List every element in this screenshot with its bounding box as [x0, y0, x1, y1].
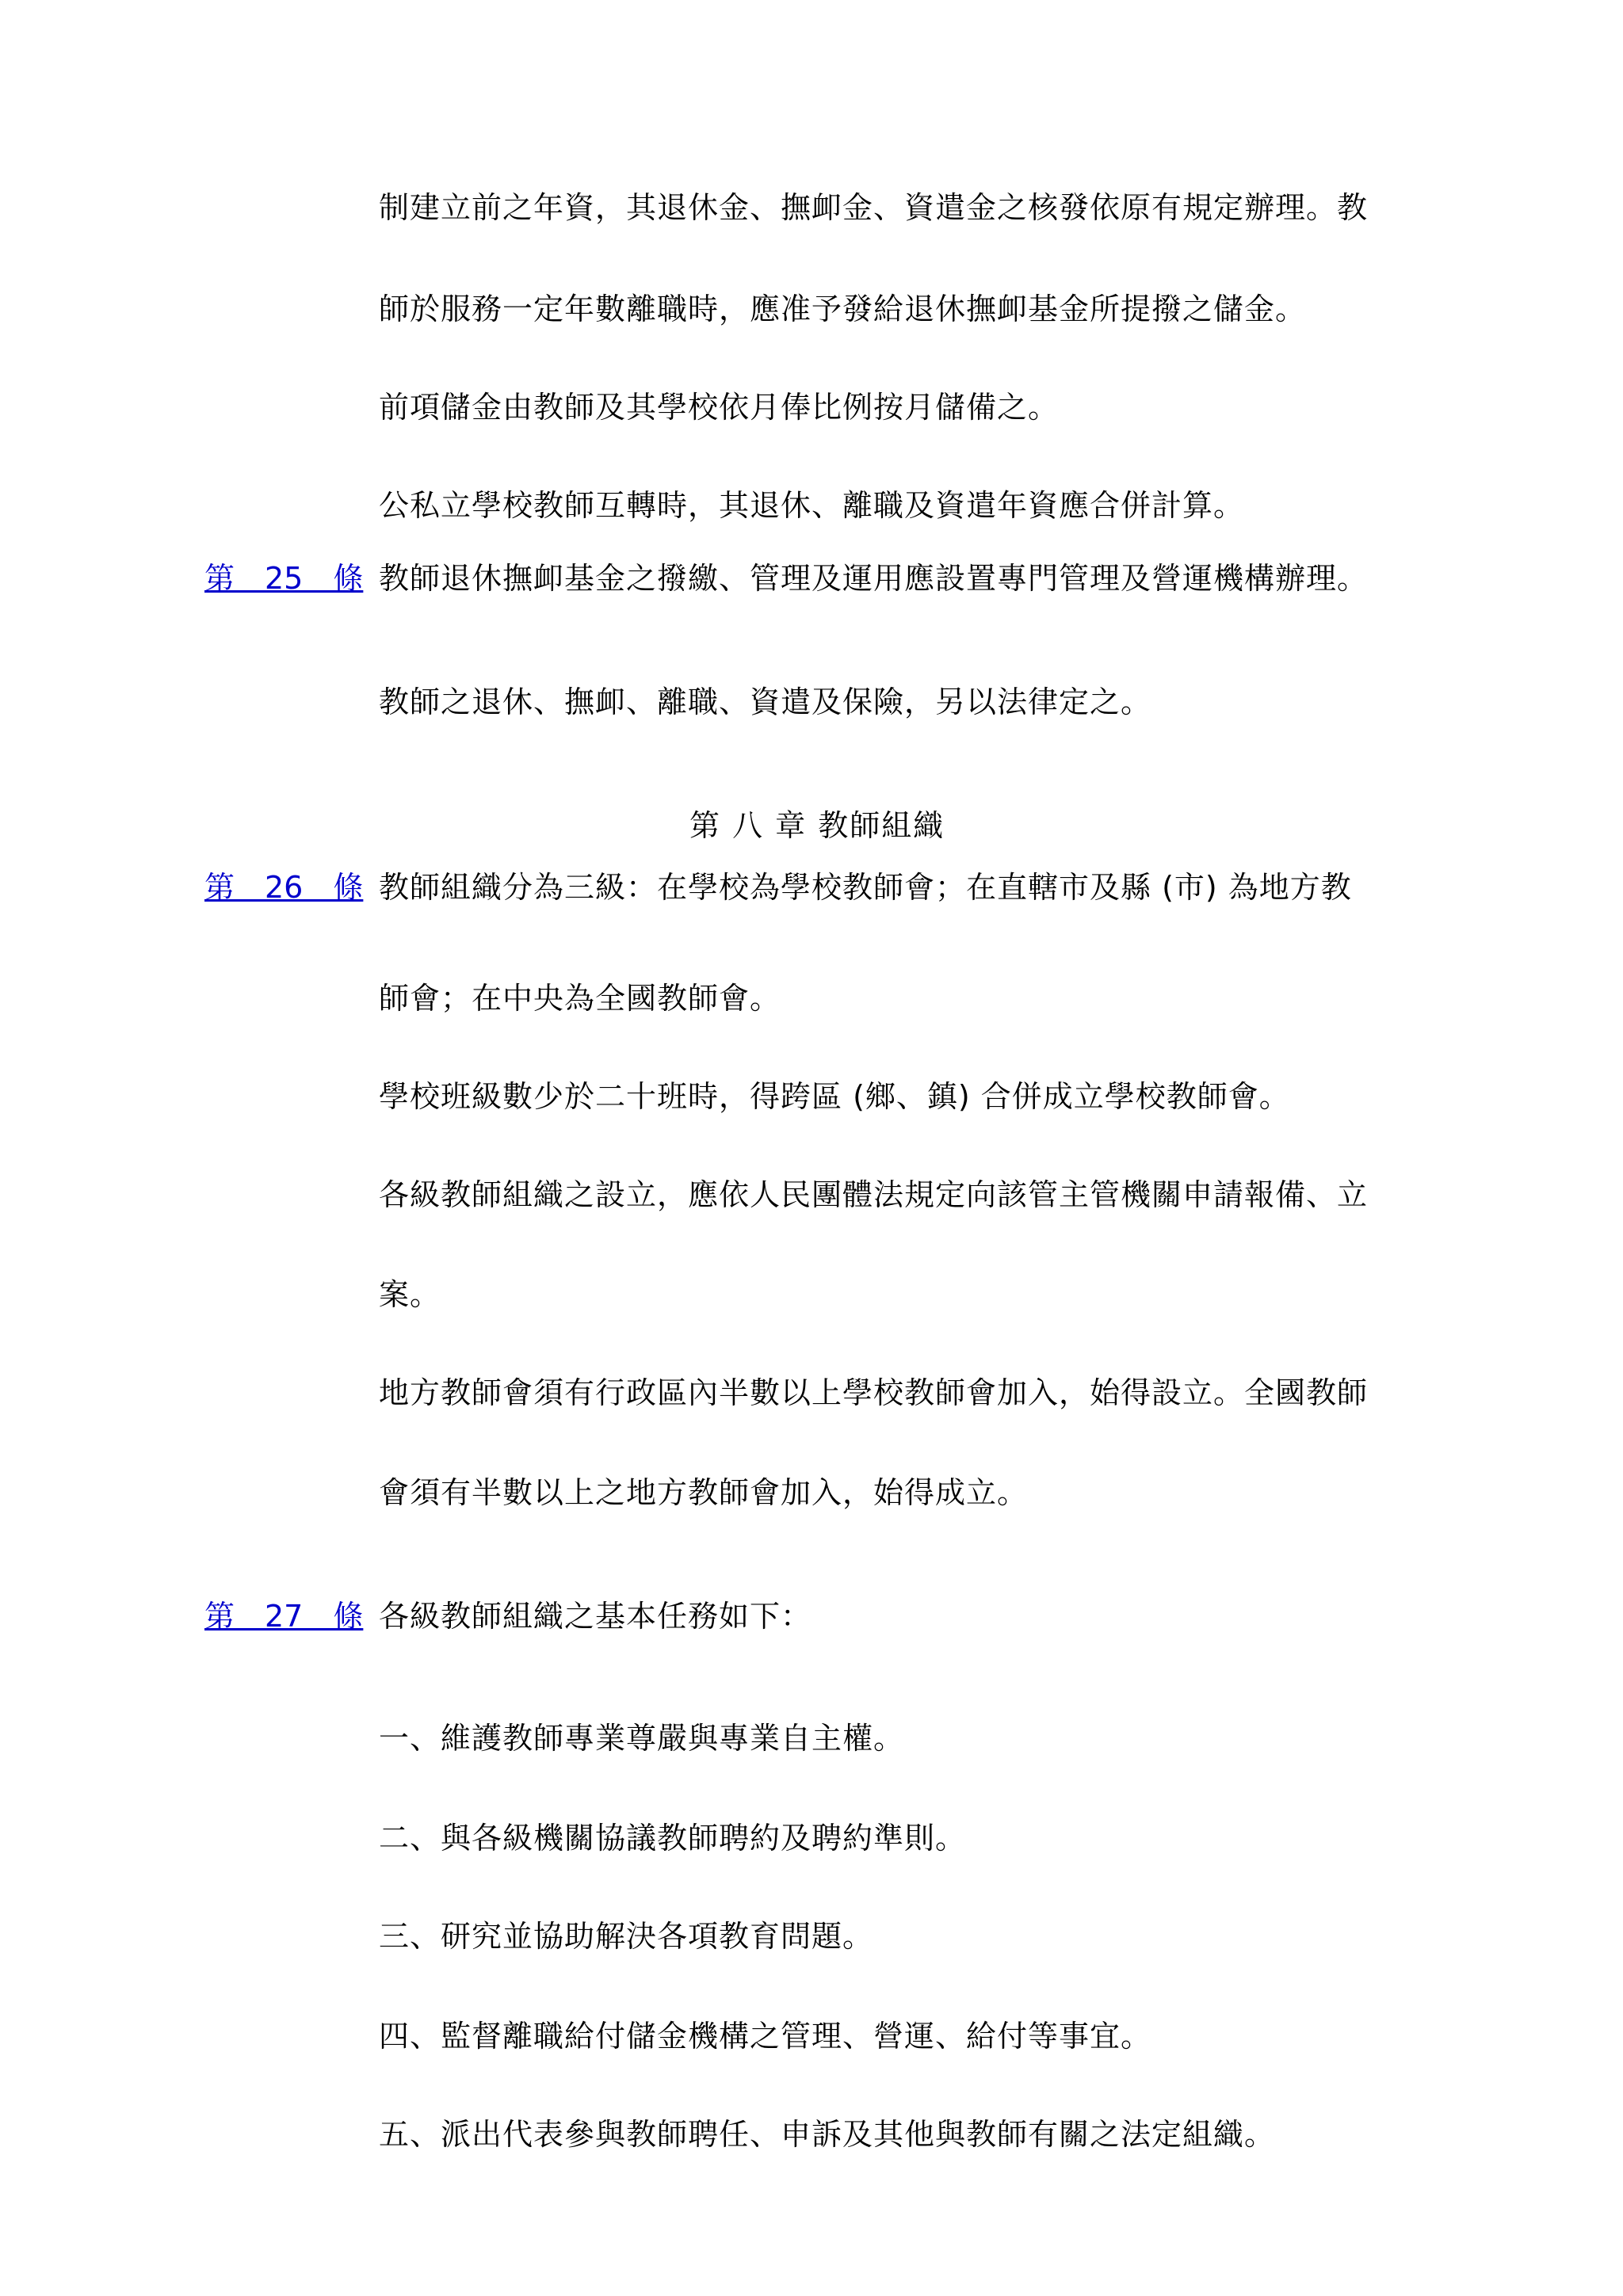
article-27-link[interactable]: 第 27 條 [204, 1599, 364, 1634]
list-item: 二、與各級機關協議教師聘約及聘約準則。 [379, 1821, 967, 1855]
list-item: 三、研究並協助解決各項教育問題。 [379, 1919, 874, 1954]
chapter-heading: 第 八 章 教師組織 [689, 808, 945, 843]
paragraph-line: 會須有半數以上之地方教師會加入，始得成立。 [379, 1475, 1029, 1510]
paragraph-line: 制建立前之年資，其退休金、撫卹金、資遣金之核發依原有規定辦理。教 [379, 190, 1369, 225]
article-26-link[interactable]: 第 26 條 [204, 870, 364, 905]
paragraph-line: 各級教師組織之設立，應依人民團體法規定向該管主管機關申請報備、立 [379, 1177, 1369, 1212]
paragraph-line: 地方教師會須有行政區內半數以上學校教師會加入，始得設立。全國教師 [379, 1375, 1369, 1410]
list-item: 一、維護教師專業尊嚴與專業自主權。 [379, 1721, 905, 1756]
paragraph-line: 公私立學校教師互轉時，其退休、離職及資遣年資應合併計算。 [379, 488, 1245, 523]
paragraph-line: 學校班級數少於二十班時，得跨區 (鄉、鎮) 合併成立學校教師會。 [379, 1079, 1290, 1114]
paragraph-line: 教師組織分為三級：在學校為學校教師會；在直轄市及縣 (市) 為地方教 [379, 870, 1352, 905]
paragraph-line: 教師退休撫卹基金之撥繳、管理及運用應設置專門管理及營運機構辦理。 [379, 561, 1369, 596]
paragraph-line: 前項儲金由教師及其學校依月俸比例按月儲備之。 [379, 390, 1060, 425]
paragraph-line: 師於服務一定年數離職時，應准予發給退休撫卹基金所提撥之儲金。 [379, 292, 1307, 326]
paragraph-line: 各級教師組織之基本任務如下： [379, 1599, 812, 1634]
paragraph-line: 師會；在中央為全國教師會。 [379, 981, 781, 1016]
article-25-link[interactable]: 第 25 條 [204, 561, 364, 596]
paragraph-line: 教師之退休、撫卹、離職、資遣及保險，另以法律定之。 [379, 685, 1152, 719]
paragraph-line: 案。 [379, 1277, 441, 1312]
list-item: 四、監督離職給付儲金機構之管理、營運、給付等事宜。 [379, 2019, 1152, 2054]
list-item: 五、派出代表參與教師聘任、申訴及其他與教師有關之法定組織。 [379, 2117, 1276, 2152]
